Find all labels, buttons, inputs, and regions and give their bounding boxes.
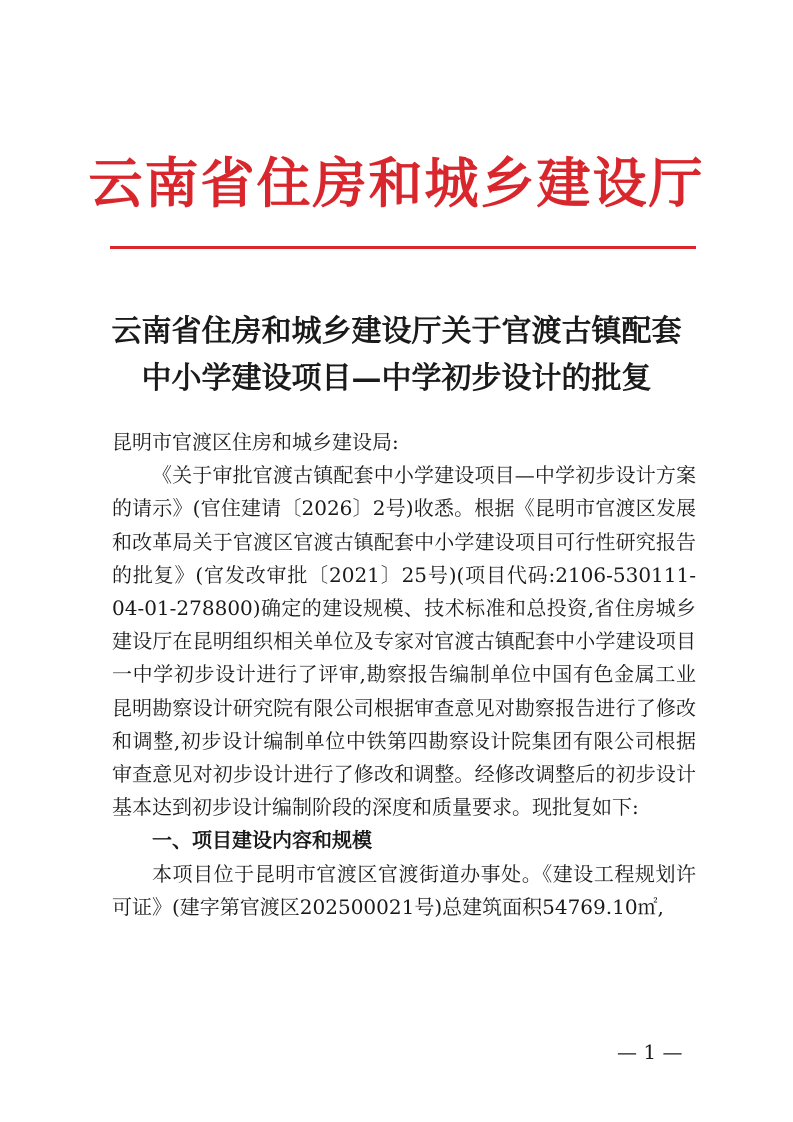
document-title-line-2: 中小学建设项目—中学初步设计的批复 — [141, 361, 652, 396]
body-paragraph-2: 本项目位于昆明市官渡区官渡街道办事处。《建设工程规划许可证》(建字第官渡区202500021号)总建筑面积54769.10㎡, — [112, 861, 696, 919]
document-body — [112, 426, 696, 924]
section-heading-1: 一、项目建设内容和规模 — [152, 828, 372, 853]
body-paragraph-1: 《关于审批官渡古镇配套中小学建设项目—中学初步设计方案的请示》(官住建请〔2026〕2号)收悉。根据《昆明市官渡区发展和改革局关于官渡区官渡古镇配套中小学建设项目可行性研究报告的批复》(官发改审批〔2021〕25号)(项目代码:2106-530111-04-01-278800)确定的建设规模、技术标准和总投资,省住房城乡建设厅在昆明组织相关单位及专家对官渡古镇配套中小学建设项目一中学初步设计进行了评审,勘察报告编制单位中国有色金属工业昆明勘察设计研究院有限公司根据审查意见对勘察报告进行了修改和调整,初步设计编制单位中铁第四勘察设计院集团有限公司根据审查意见对初步设计进行了修改和调整。经修改调整后的初步设计基本达到初步设计编制阶段的深度和质量要求。现批复如下: — [112, 463, 696, 820]
addressee: 昆明市官渡区住房和城乡建设局: — [112, 430, 399, 454]
page-number: — 1 — — [617, 1040, 683, 1064]
organization-header: 云南省住房和城乡建设厅 — [88, 151, 705, 215]
header-red-divider — [110, 246, 696, 249]
document-title — [0, 308, 793, 402]
document-title-line-1: 云南省住房和城乡建设厅关于官渡古镇配套 — [111, 314, 682, 349]
